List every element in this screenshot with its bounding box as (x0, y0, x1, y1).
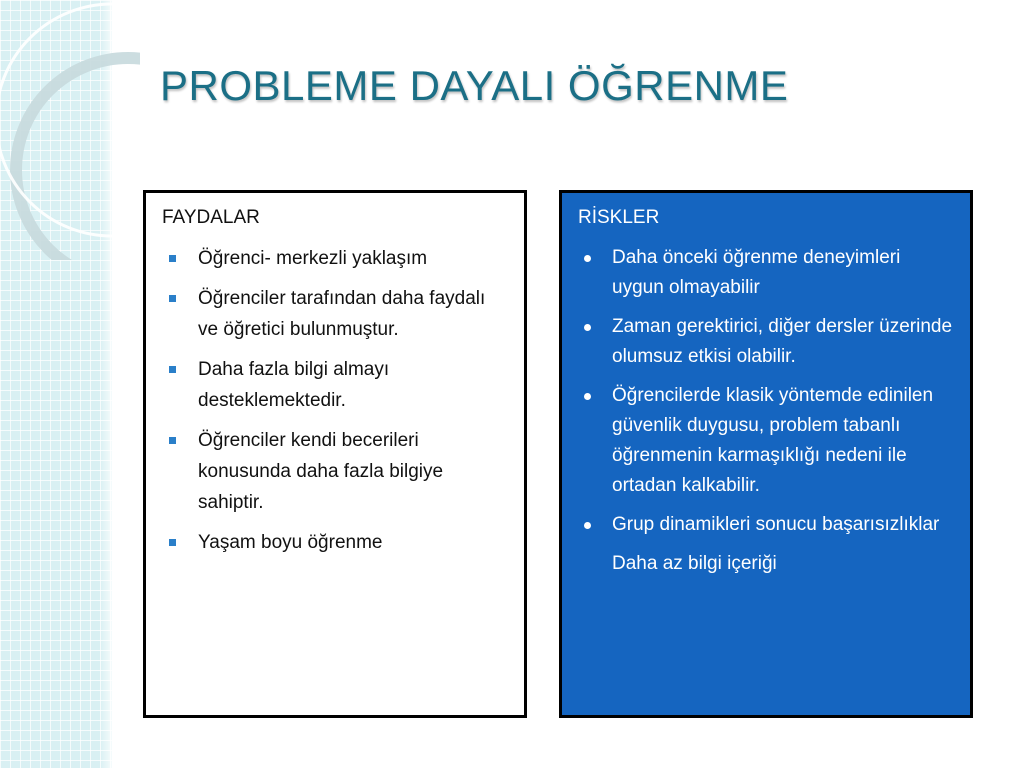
benefit-text: Daha fazla bilgi almayı desteklemektedir. (198, 359, 390, 411)
risks-box (559, 190, 973, 718)
list-item (578, 381, 956, 501)
decorative-arcs (0, 0, 140, 260)
risk-text: Grup dinamikleri sonucu başarısızlıklar (612, 514, 940, 535)
risks-heading: RİSKLER (578, 207, 660, 228)
list-item (162, 425, 510, 518)
list-item (162, 283, 510, 345)
square-bullet-icon (169, 366, 176, 373)
list-item (578, 510, 956, 540)
risk-extra-line: Daha az bilgi içeriği (612, 553, 777, 574)
list-item (578, 243, 956, 303)
risk-text: Öğrencilerde klasik yöntemde edinilen güvenlik duygusu, problem tabanlı öğrenmenin karmaşıklığı nedeni ile ortadan kalkabilir. (612, 385, 934, 496)
list-item (162, 354, 510, 416)
benefits-list (162, 243, 510, 558)
benefit-text: Öğrenciler tarafından daha faydalı ve öğretici bulunmuştur. (198, 288, 486, 340)
benefit-text: Öğrenci- merkezli yaklaşım (198, 248, 428, 269)
dot-bullet-icon (584, 255, 591, 262)
list-item (162, 243, 510, 274)
square-bullet-icon (169, 255, 176, 262)
risks-list (578, 243, 956, 540)
benefit-text: Öğrenciler kendi becerileri konusunda daha fazla bilgiye sahiptir. (198, 430, 444, 513)
risk-text: Daha önceki öğrenme deneyimleri uygun olmayabilir (612, 247, 901, 298)
benefit-text: Yaşam boyu öğrenme (198, 532, 383, 553)
benefits-heading: FAYDALAR (162, 207, 260, 228)
list-item (162, 527, 510, 558)
slide-title: PROBLEME DAYALI ÖĞRENME (160, 62, 789, 109)
dot-bullet-icon (584, 393, 591, 400)
list-item (578, 312, 956, 372)
risk-text: Zaman gerektirici, diğer dersler üzerinde olumsuz etkisi olabilir. (612, 316, 953, 367)
square-bullet-icon (169, 539, 176, 546)
benefits-box (143, 190, 527, 718)
dot-bullet-icon (584, 324, 591, 331)
square-bullet-icon (169, 295, 176, 302)
square-bullet-icon (169, 437, 176, 444)
dot-bullet-icon (584, 522, 591, 529)
